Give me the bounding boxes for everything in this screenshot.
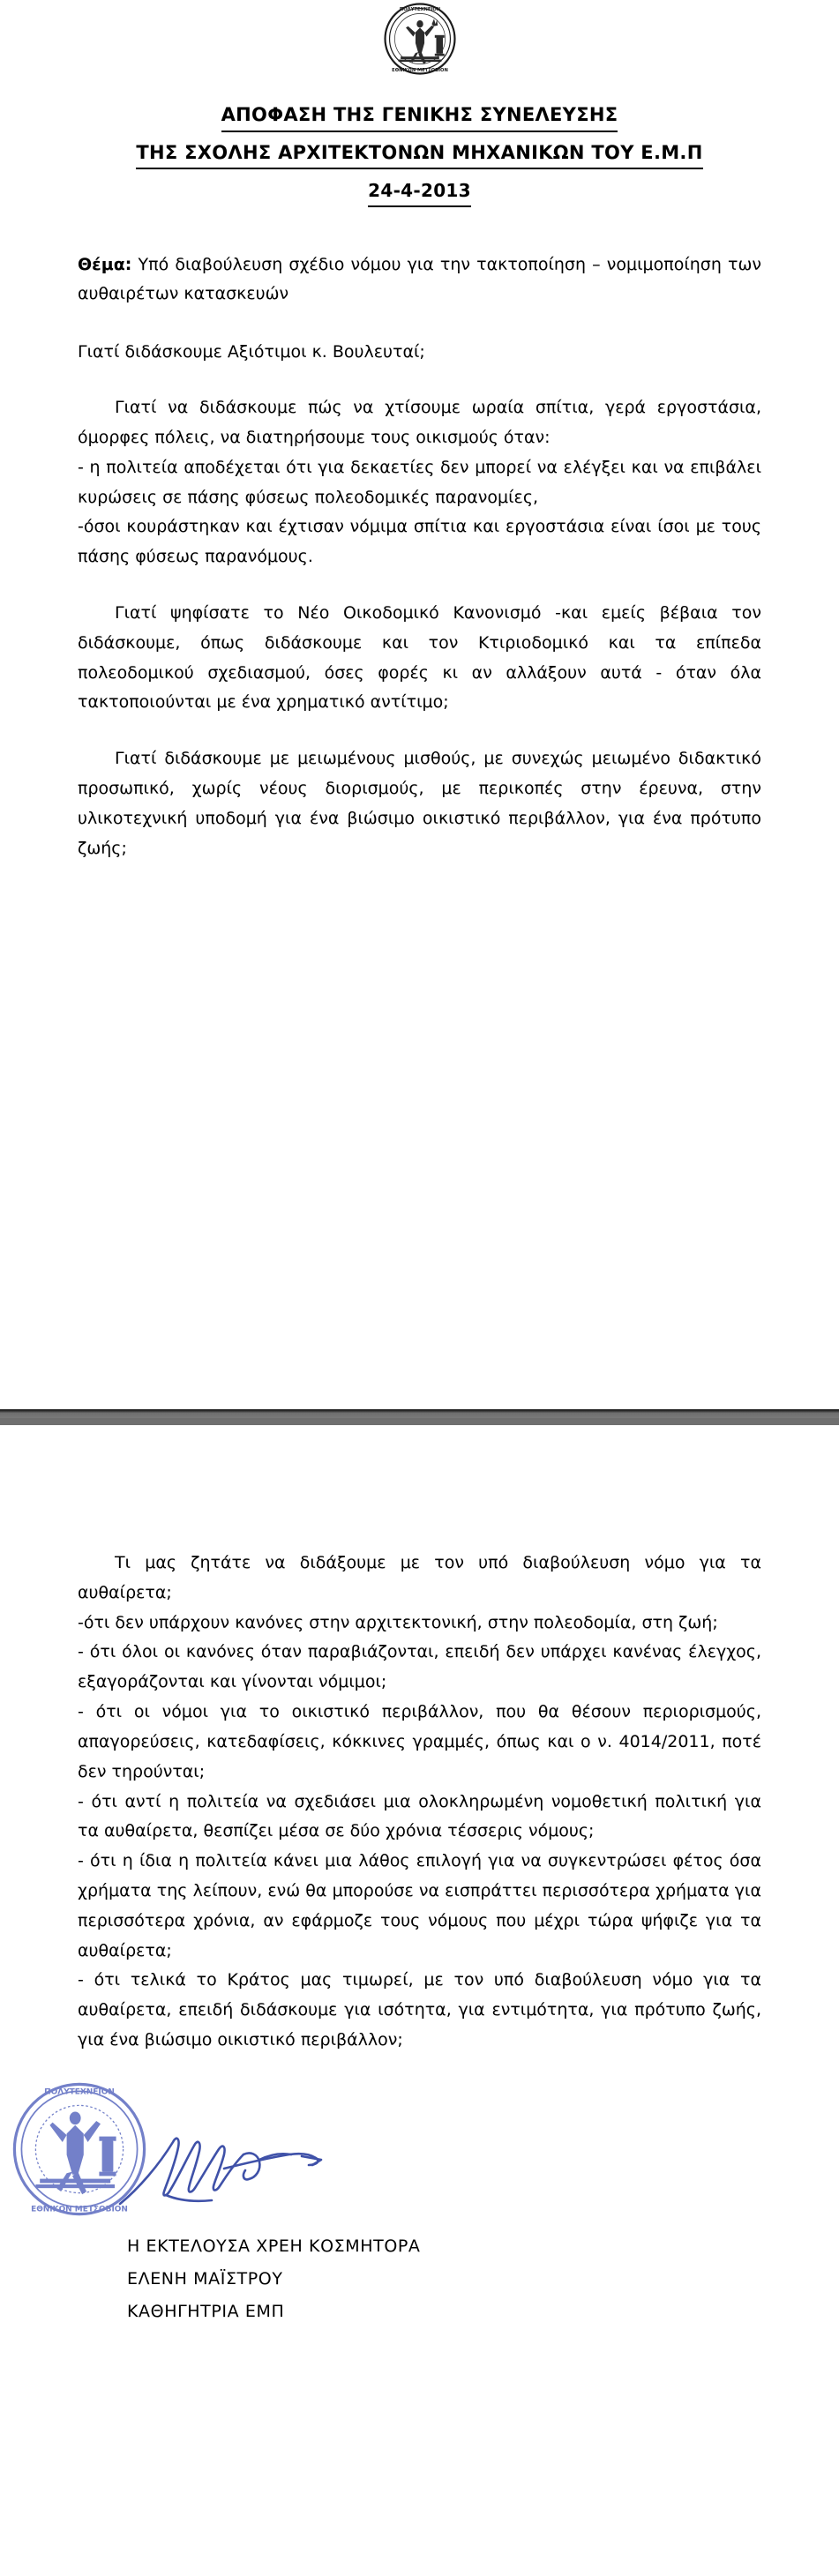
signature-role: Η ΕΚΤΕΛΟΥΣΑ ΧΡΕΗ ΚΟΣΜΗΤΟΡΑ [127,2236,421,2256]
list-item: - ότι οι νόμοι για το οικιστικό περιβάλλον, που θα θέσουν περιορισμούς, απαγορεύσεις, κατεδαφίσεις, κόκκινες γραμμές, όπως και ο ν. 4014/2011, ποτέ δεν τηρούνται; [78,1702,761,1781]
svg-text:ΕΘΝΙΚΟΝ ΜΕΤΣΟΒΙΟΝ: ΕΘΝΙΚΟΝ ΜΕΤΣΟΒΙΟΝ [31,2205,128,2214]
list-item: - ότι όλοι οι κανόνες όταν παραβιάζονται, επειδή δεν υπάρχει κανένας έλεγχος, εξαγοράζονται και γίνονται νόμιμοι; [78,1642,761,1692]
document-date: 24-4-2013 [368,177,471,207]
lead-question: Γιατί διδάσκουμε Αξιότιμοι κ. Βουλευταί; [78,342,425,362]
handwritten-signature-icon [113,2119,342,2216]
signature-text-lines [127,2230,421,2328]
subject-label: Θέμα: [78,255,132,275]
signature-block [31,2079,761,2343]
list-item: - ότι αντί η πολιτεία να σχεδιάσει μια ολοκληρωμένη νομοθετική πολιτική για τα αυθαίρετα, θεσπίζει μέσα σε δύο χρόνια τέσσερις νόμους; [78,1791,761,1841]
title-line-1: ΑΠΟΦΑΣΗ ΤΗΣ ΓΕΝΙΚΗΣ ΣΥΝΕΛΕΥΣΗΣ [221,101,618,132]
list-item: -ότι δεν υπάρχουν κανόνες στην αρχιτεκτονική, στην πολεοδομία, στη ζωή; [78,1612,718,1632]
grievance-list [78,1609,761,2056]
subject-text: Υπό διαβούλευση σχέδιο νόμου για την τακτοποίηση – νομιμοποίηση των αυθαιρέτων κατασκευών [78,255,761,303]
ntua-seal-icon [383,2,457,76]
document-page-2 [0,1425,839,2352]
signature-name: ΕΛΕΝΗ ΜΑΪΣΤΡΟΥ [127,2268,283,2289]
scan-edge-bottom [0,1418,839,1425]
paragraph-3: Γιατί διδάσκουμε με μειωμένους μισθούς, με συνεχώς μειωμένο διδακτικό προσωπικό, χωρίς νέους διορισμούς, με περικοπές στην έρευνα, στην υλικοτεχνική υποδομή για ένα βιώσιμο οικιστικό περιβάλλον, για ένα πρότυπο ζωής; [78,749,761,858]
title-line-2: ΤΗΣ ΣΧΟΛΗΣ ΑΡΧΙΤΕΚΤΟΝΩΝ ΜΗΧΑΝΙΚΩΝ ΤΟΥ Ε.Μ.Π [136,138,702,170]
list-item: - ότι τελικά το Κράτος μας τιμωρεί, με τον υπό διαβούλευση νόμο για τα αυθαίρετα, επειδή διδάσκουμε για ισότητα, για εντιμότητα, για πρότυπο ζωής, για ένα βιώσιμο οικιστικό περιβάλλον; [78,1970,761,2050]
paragraph-1-line-2: - η πολιτεία αποδέχεται ότι για δεκαετίες δεν μπορεί να ελέγξει και να επιβάλει κυρώσεις σε πάσης φύσεως πολεοδομικές παρανομίες, [78,457,761,507]
document-title-block [78,101,761,213]
list-item: - ότι η ίδια η πολιτεία κάνει μια λάθος επιλογή για να συγκεντρώσει φέτος όσα χρήματα της λείπουν, ενώ θα μπορούσε να εισπράττει περισσότερα χρήματα για περισσότερα χρόνια, αν εφάρμοζε τους νόμους που μέχρι τώρα ψήφιζε για τα αυθαίρετα; [78,1851,761,1960]
paragraph-2: Γιατί ψηφίσατε το Νέο Οικοδομικό Κανονισμό -και εμείς βέβαια τον διδάσκουμε, όπως διδάσκουμε και τον Κτιριοδομικό και τα επίπεδα πολεοδομικού σχεδιασμού, όσες φορές κι αν αλλάξουν αυτά - όταν όλα τακτοποιούνται με ένα χρηματικό αντίτιμο; [78,602,761,713]
scan-edge-top [0,1409,839,1418]
page-gap [0,1340,839,1409]
signature-title: ΚΑΘΗΓΗΤΡΙΑ ΕΜΠ [127,2301,285,2321]
paragraph-1 [78,393,761,572]
svg-text:ΠΟΛΥΤΕΧΝΕΙΟΝ: ΠΟΛΥΤΕΧΝΕΙΟΝ [399,7,440,13]
paragraph-1-line-1: Γιατί να διδάσκουμε πώς να χτίσουμε ωραία σπίτια, γερά εργοστάσια, όμορφες πόλεις, να διατηρήσουμε τους οικισμούς όταν: [78,398,761,447]
header-seal-container [78,0,761,83]
svg-text:ΕΘΝΙΚΟΝ ΜΕΤΣΟΒΙΟΝ: ΕΘΝΙΚΟΝ ΜΕΤΣΟΒΙΟΝ [391,67,448,73]
subject-line [78,250,761,308]
svg-text:ΠΟΛΥΤΕΧΝΕΙΟΝ: ΠΟΛΥΤΕΧΝΕΙΟΝ [44,2087,115,2097]
paragraph-1-line-3: -όσοι κουράστηκαν και έχτισαν νόμιμα σπίτια και εργοστάσια είναι ίσοι με τους πάσης φύσεως παρανόμους. [78,517,761,567]
question-intro: Τι μας ζητάτε να διδάξουμε με τον υπό διαβούλευση νόμο για τα αυθαίρετα; [78,1553,761,1602]
